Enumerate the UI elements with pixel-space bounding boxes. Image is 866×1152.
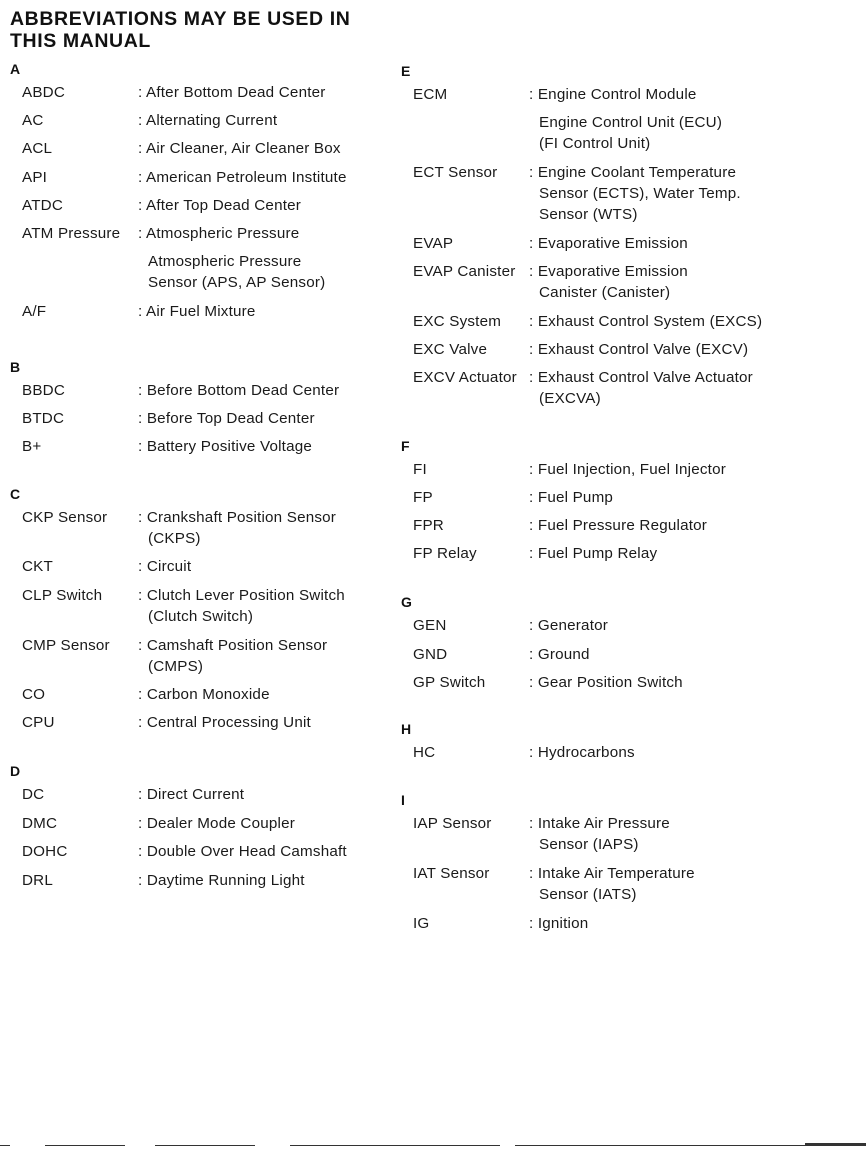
abbreviation: DRL [22, 872, 53, 889]
definition: : Atmospheric Pressure Atmospheric Pressure Sensor (APS, AP Sensor) [138, 225, 326, 291]
definition: : Hydrocarbons [529, 744, 635, 761]
definition: : Gear Position Switch [529, 674, 683, 691]
abbreviation: CPU [22, 714, 55, 731]
abbreviation: EVAP [413, 235, 454, 252]
footer-rule [290, 1145, 500, 1146]
abbreviation: API [22, 169, 48, 186]
section-letter: F [401, 438, 410, 454]
footer-rule [45, 1145, 125, 1146]
definition: : Fuel Injection, Fuel Injector [529, 461, 726, 478]
abbreviation: DOHC [22, 843, 68, 860]
definition: : Engine Control Module Engine Control Unit (ECU) (FI Control Unit) [529, 86, 723, 152]
abbreviation: IAP Sensor [413, 815, 492, 832]
definition: : Before Top Dead Center [138, 410, 315, 427]
definition: : Ignition [529, 915, 589, 932]
definition: : Air Cleaner, Air Cleaner Box [138, 140, 341, 157]
abbreviation: CLP Switch [22, 587, 103, 604]
abbreviation: IG [413, 915, 430, 932]
definition: : Intake Air Pressure Sensor (IAPS) [529, 815, 670, 853]
section-letter: H [401, 721, 412, 737]
abbreviation: IAT Sensor [413, 865, 490, 882]
definition: : Daytime Running Light [138, 872, 305, 889]
abbreviation: B+ [22, 438, 42, 455]
definition: : Exhaust Control Valve (EXCV) [529, 341, 749, 358]
section-letter: I [401, 792, 405, 808]
definition: : Generator [529, 617, 609, 634]
abbreviation: ECM [413, 86, 448, 103]
footer-rule [155, 1145, 255, 1146]
abbreviation: BBDC [22, 382, 65, 399]
definition: : Central Processing Unit [138, 714, 311, 731]
section-letter: D [10, 763, 21, 779]
abbreviation: EXCV Actuator [413, 369, 517, 386]
abbreviation: EVAP Canister [413, 263, 516, 280]
definition: : Exhaust Control System (EXCS) [529, 313, 763, 330]
definition: : Circuit [138, 558, 192, 575]
section-letter: C [10, 486, 21, 502]
abbreviation: AC [22, 112, 44, 129]
definition: : Evaporative Emission [529, 235, 688, 252]
section-letter: E [401, 63, 411, 79]
definition: : Exhaust Control Valve Actuator (EXCVA) [529, 369, 753, 407]
definition: : Fuel Pump Relay [529, 545, 658, 562]
definition: : Evaporative Emission Canister (Canister) [529, 263, 688, 301]
abbreviation: EXC System [413, 313, 502, 330]
abbreviation: FI [413, 461, 427, 478]
definition: : Camshaft Position Sensor (CMPS) [138, 637, 328, 675]
abbreviation: CKP Sensor [22, 509, 108, 526]
abbreviation: FPR [413, 517, 444, 534]
abbreviation: ACL [22, 140, 53, 157]
abbreviation: ATDC [22, 197, 64, 214]
definition: : Alternating Current [138, 112, 278, 129]
definition: : Intake Air Temperature Sensor (IATS) [529, 865, 695, 903]
abbreviation: A/F [22, 303, 47, 320]
definition: : Carbon Monoxide [138, 686, 270, 703]
definition: : Ground [529, 646, 590, 663]
definition: : American Petroleum Institute [138, 169, 347, 186]
abbreviation: GEN [413, 617, 447, 634]
abbreviation: BTDC [22, 410, 65, 427]
definition: : Before Bottom Dead Center [138, 382, 340, 399]
abbreviation: ATM Pressure [22, 225, 121, 242]
section-letter: A [10, 61, 21, 77]
section-letter: B [10, 359, 21, 375]
abbreviation: DMC [22, 815, 58, 832]
abbreviation: EXC Valve [413, 341, 488, 358]
definition: : Fuel Pressure Regulator [529, 517, 708, 534]
abbreviation: CMP Sensor [22, 637, 110, 654]
definition: : Dealer Mode Coupler [138, 815, 295, 832]
footer-rule [515, 1145, 805, 1146]
footer-rule [805, 1143, 866, 1146]
abbreviation: CKT [22, 558, 53, 575]
abbreviation: HC [413, 744, 436, 761]
abbreviation: FP [413, 489, 433, 506]
abbreviation: CO [22, 686, 46, 703]
definition: : Engine Coolant Temperature Sensor (ECTS), Water Temp. Sensor (WTS) [529, 164, 741, 223]
definition: : Crankshaft Position Sensor (CKPS) [138, 509, 337, 547]
section-letter: G [401, 594, 412, 610]
definition: : Air Fuel Mixture [138, 303, 256, 320]
page-title: ABBREVIATIONS MAY BE USED IN THIS MANUAL [10, 8, 351, 52]
abbreviation: ECT Sensor [413, 164, 498, 181]
definition: : Battery Positive Voltage [138, 438, 313, 455]
definition: : Clutch Lever Position Switch (Clutch Switch) [138, 587, 345, 625]
definition: : Direct Current [138, 786, 245, 803]
footer-rule [0, 1145, 10, 1146]
definition: : After Bottom Dead Center [138, 84, 326, 101]
abbreviation: GP Switch [413, 674, 486, 691]
abbreviation: ABDC [22, 84, 65, 101]
abbreviation: DC [22, 786, 45, 803]
definition: : After Top Dead Center [138, 197, 302, 214]
abbreviation: GND [413, 646, 448, 663]
definition: : Fuel Pump [529, 489, 614, 506]
abbreviation: FP Relay [413, 545, 477, 562]
definition: : Double Over Head Camshaft [138, 843, 347, 860]
